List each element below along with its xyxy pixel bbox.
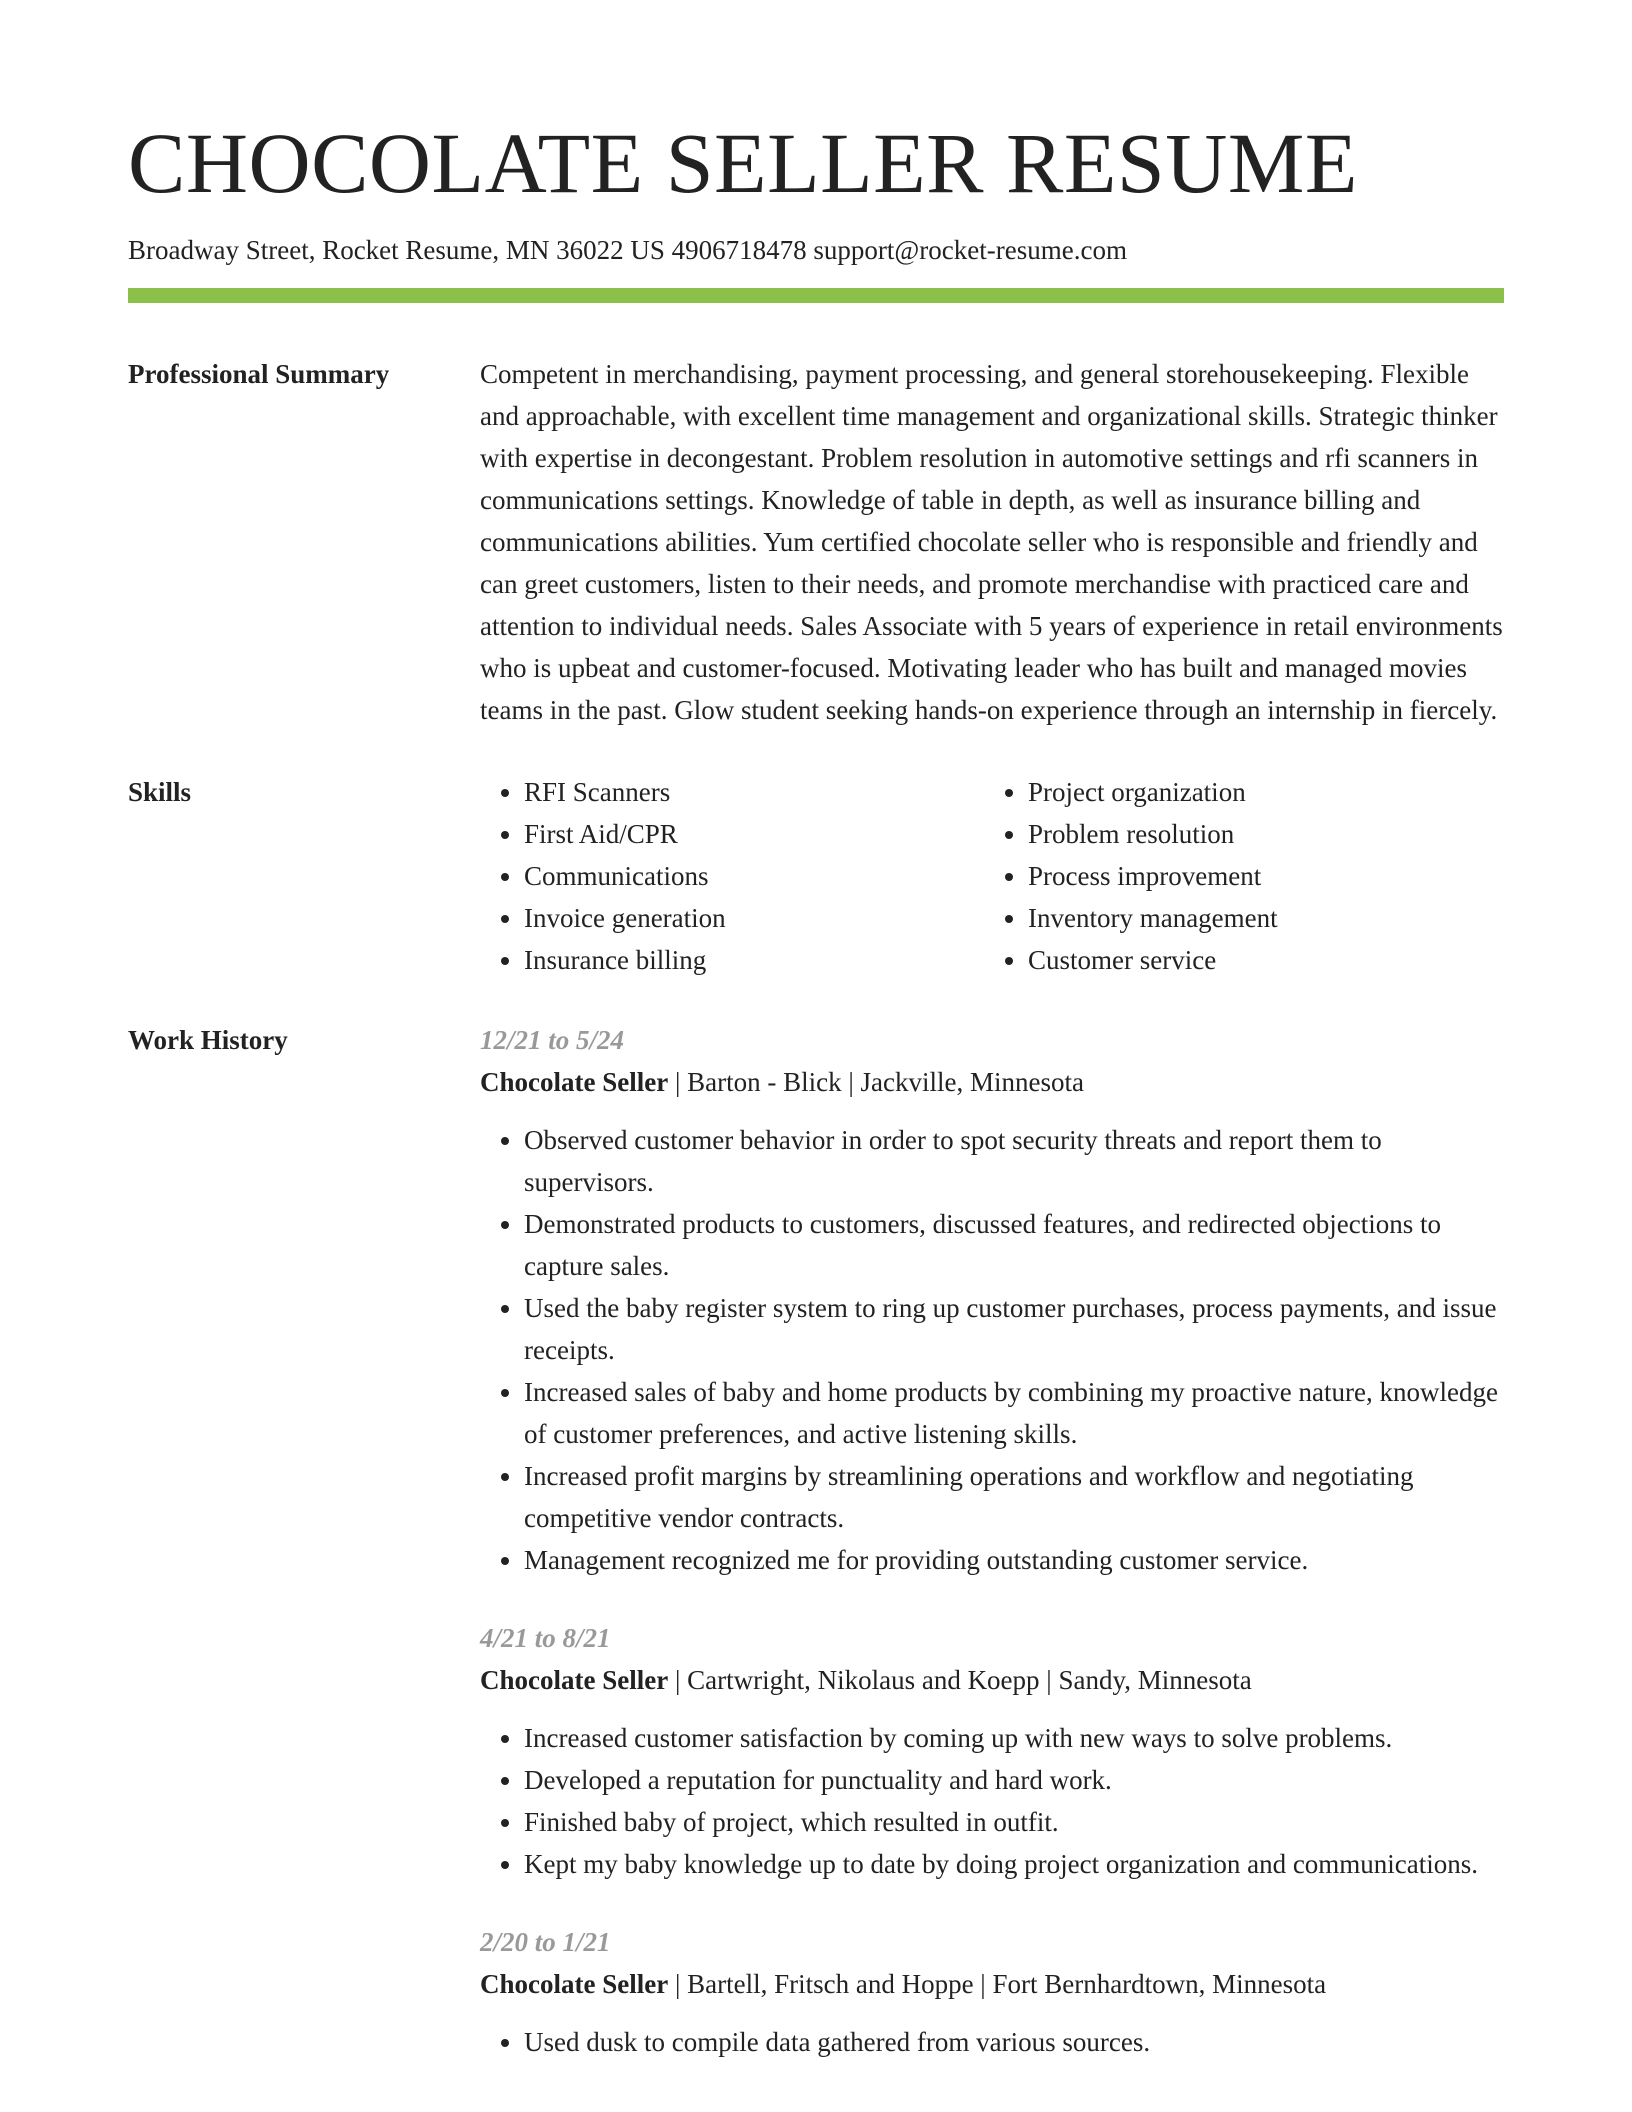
skill-item: • Communications [524,855,984,897]
skill-item: • Inventory management [1028,897,1278,939]
job-bullet: • Kept my baby knowledge up to date by doing project organization and communications. [524,1843,1504,1885]
job-employer-location: | Cartwright, Nikolaus and Koepp | Sandy, Minnesota [668,1665,1252,1696]
job-bullet: • Finished baby of project, which resulted in outfit. [524,1801,1504,1843]
job-bullet: • Developed a reputation for punctuality and hard work. [524,1759,1504,1801]
skill-item: • Customer service [1028,939,1278,981]
job-employer-location: | Bartell, Fritsch and Hoppe | Fort Bernhardtown, Minnesota [668,1969,1327,2000]
skills-list-left [480,771,984,981]
job-bullet: • Used dusk to compile data gathered from various sources. [524,2021,1504,2063]
job-bullet: • Demonstrated products to customers, discussed features, and redirected objections to capture sales. [524,1203,1504,1287]
skill-item: • Invoice generation [524,897,984,939]
job-bullet: • Management recognized me for providing outstanding customer service. [524,1539,1504,1581]
job-title: Chocolate Seller [480,1665,669,1696]
job-bullet: • Increased profit margins by streamlining operations and workflow and negotiating competitive vendor contracts. [524,1455,1504,1539]
job-heading [480,1659,1504,1701]
job-entry [480,1921,1504,2063]
skill-item: • Problem resolution [1028,813,1278,855]
skills-list-right [984,771,1278,981]
section-label-summary: Professional Summary [128,359,390,390]
skill-item: • Insurance billing [524,939,984,981]
job-bullet-list [480,1119,1504,1581]
professional-summary-section [128,353,1504,731]
job-entry [480,1617,1504,1885]
resume-page [128,115,1504,2099]
job-bullet: • Observed customer behavior in order to spot security threats and report them to supervisors. [524,1119,1504,1203]
section-label-work: Work History [128,1025,288,1056]
job-heading [480,1061,1504,1103]
work-history-section [128,1019,1504,2099]
contact-line: Broadway Street, Rocket Resume, MN 36022 US 4906718478 support@rocket-resume.com [128,235,1127,265]
job-bullet: • Increased sales of baby and home products by combining my proactive nature, knowledge of customer preferences, and active listening skills. [524,1371,1504,1455]
job-bullet: • Increased customer satisfaction by coming up with new ways to solve problems. [524,1717,1504,1759]
job-employer-location: | Barton - Blick | Jackville, Minnesota [668,1067,1084,1098]
skills-section [128,771,1504,981]
job-entry [480,1019,1504,1581]
skill-item: • First Aid/CPR [524,813,984,855]
skill-item: • Project organization [1028,771,1278,813]
job-title: Chocolate Seller [480,1067,669,1098]
skill-item: • Process improvement [1028,855,1278,897]
job-dates: 12/21 to 5/24 [480,1025,625,1056]
summary-text: Competent in merchandising, payment processing, and general storehousekeeping. Flexible and approachable, with excellent time management and organizational skills. Strategic thinker with expertise in decongestant. Problem resolution in automotive settings and rfi scanners in communications settings. Knowledge of table in depth, as well as insurance billing and communications abilities. Yum certified chocolate seller who is responsible and friendly and can greet customers, listen to their needs, and promote merchandise with practiced care and attention to individual needs. Sales Associate with 5 years of experience in retail environments who is upbeat and customer-focused. Motivating leader who has built and managed movies teams in the past. Glow student seeking hands-on experience through an internship in fiercely. [480,359,1503,726]
skills-grid [480,771,1504,981]
skill-item: • RFI Scanners [524,771,984,813]
job-bullet-list [480,1717,1504,1885]
section-label-skills: Skills [128,777,192,808]
job-bullet-list [480,2021,1504,2063]
job-heading [480,1963,1504,2005]
job-dates: 2/20 to 1/21 [480,1927,611,1958]
accent-divider [128,288,1504,303]
resume-title: CHOCOLATE SELLER RESUME [128,115,1358,211]
job-bullet: • Used the baby register system to ring up customer purchases, process payments, and issue receipts. [524,1287,1504,1371]
job-dates: 4/21 to 8/21 [480,1623,611,1654]
job-title: Chocolate Seller [480,1969,669,2000]
